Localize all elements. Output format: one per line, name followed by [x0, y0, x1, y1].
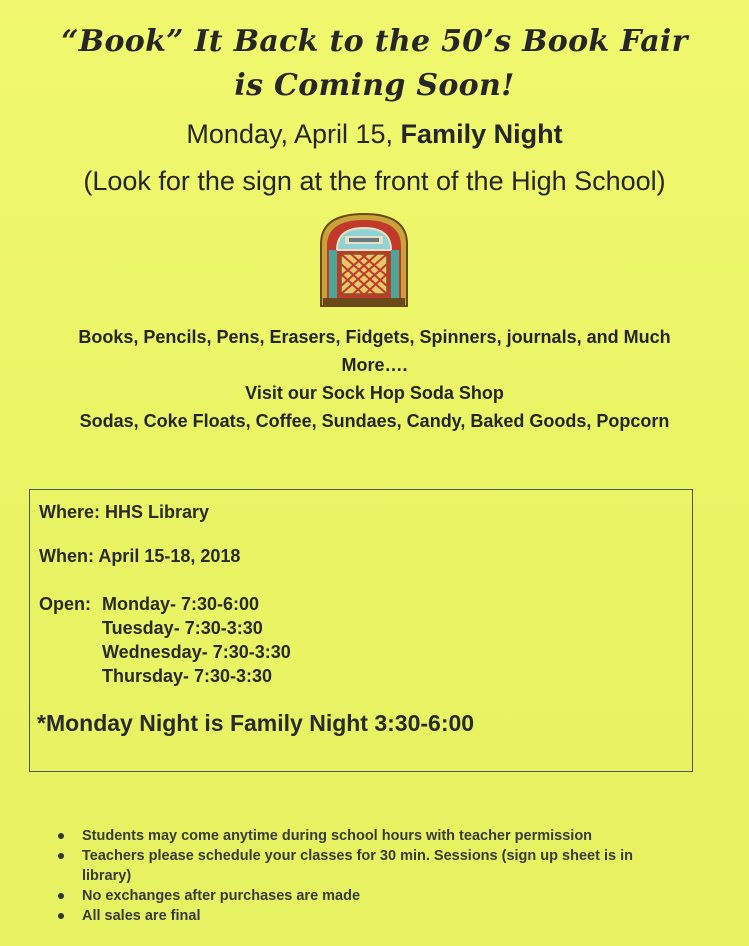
- open-label: Open:: [39, 594, 91, 614]
- schedule-thursday: Thursday- 7:30-3:30: [102, 666, 273, 686]
- note-text: Teachers please schedule your classes for 30 min. Sessions (sign up sheet is in: [82, 848, 633, 864]
- family-night-note: *Monday Night is Family Night 3:30-6:00: [37, 710, 475, 736]
- schedule-wednesday: Wednesday- 7:30-3:30: [102, 642, 291, 662]
- note-text: library): [82, 868, 132, 884]
- flyer-title-line2: is Coming Soon!: [234, 68, 515, 103]
- note-text: Students may come anytime during school hours with teacher permission: [82, 828, 593, 844]
- list-item: [58, 826, 708, 846]
- details-box: [29, 489, 693, 772]
- when-line: When: April 15-18, 2018: [39, 546, 241, 566]
- schedule-tuesday: Tuesday- 7:30-3:30: [102, 618, 263, 638]
- soda-shop-line: Visit our Sock Hop Soda Shop: [245, 383, 504, 403]
- flyer-title-line1: “Book” It Back to the 50’s Book Fair: [61, 24, 688, 59]
- where-line: Where: HHS Library: [39, 502, 210, 522]
- note-text: All sales are final: [82, 908, 201, 924]
- bullet-icon: [58, 913, 64, 919]
- list-item: [58, 846, 708, 866]
- schedule-monday: Monday- 7:30-6:00: [102, 594, 260, 614]
- event-date-line: [0, 119, 749, 150]
- list-item-continuation: [58, 866, 708, 886]
- bullet-icon: [58, 833, 64, 839]
- bullet-icon: [58, 893, 64, 899]
- list-item: [58, 886, 708, 906]
- items-line2: More….: [341, 355, 408, 375]
- list-item: [58, 906, 708, 926]
- notes-list: [58, 826, 708, 926]
- event-date: Monday, April 15,: [186, 119, 401, 149]
- items-line1: Books, Pencils, Pens, Erasers, Fidgets, Spinners, journals, and Much: [78, 327, 671, 347]
- family-night-label: Family Night: [400, 119, 563, 149]
- sign-note: (Look for the sign at the front of the High School): [83, 166, 666, 196]
- jukebox-icon: [315, 210, 413, 310]
- note-text: No exchanges after purchases are made: [82, 888, 361, 904]
- foods-line: Sodas, Coke Floats, Coffee, Sundaes, Candy, Baked Goods, Popcorn: [79, 411, 670, 431]
- bullet-icon: [58, 853, 64, 859]
